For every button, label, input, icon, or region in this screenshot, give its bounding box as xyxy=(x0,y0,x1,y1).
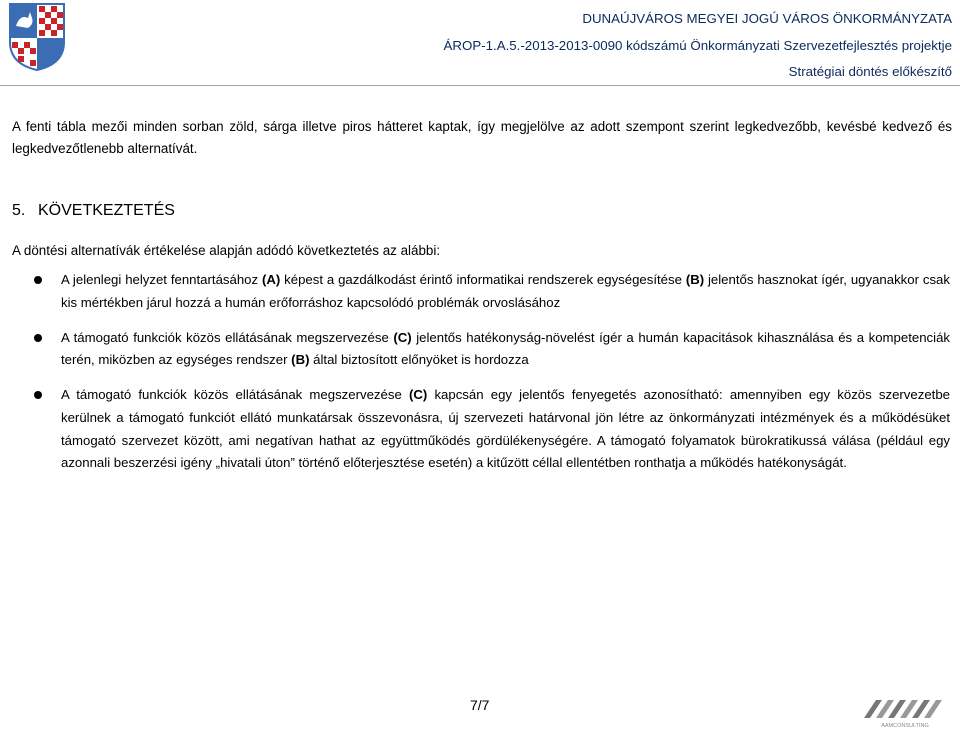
header-organization: DUNAÚJVÁROS MEGYEI JOGÚ VÁROS ÖNKORMÁNYZATA xyxy=(582,11,952,26)
header-document-title: Stratégiai döntés előkészítő xyxy=(788,64,952,79)
conclusion-list xyxy=(0,269,950,487)
list-item-text: képest a gazdálkodást érintő informatikai rendszerek egységesítése xyxy=(280,272,686,287)
list-item-text: A jelenlegi helyzet fenntartásához xyxy=(61,272,262,287)
list-item-text: által biztosított előnyöket is hordozza xyxy=(309,352,529,368)
alternative-label: (B) xyxy=(685,272,705,287)
bullet-dot-icon xyxy=(34,334,42,342)
list-item-text: A támogató funkciók közös ellátásának megszervezése xyxy=(61,329,394,345)
bullet-dot-icon xyxy=(34,391,42,399)
alternative-label: (B) xyxy=(291,352,310,368)
lead-sentence: A döntési alternatívák értékelése alapján adódó következtetés az alábbi: xyxy=(12,243,441,258)
alternative-label: (C) xyxy=(408,387,428,403)
list-item-text: jelentős hasznokat ígér, ugyanakkor csak kis mértékben járul hozzá a humán erőforráshoz kapcsolódó problémák orvoslásához xyxy=(61,272,950,310)
logo-text: AAMCONSULTING xyxy=(881,723,929,729)
section-heading xyxy=(12,202,175,220)
header-divider xyxy=(0,85,960,86)
bullet-dot-icon xyxy=(34,276,42,284)
page-header xyxy=(0,0,960,86)
list-item-text: jelentős hatékonyság-növelést ígér a humán kapacitások kihasználása és a kompetenciák terén, miközben az egységes rendszer xyxy=(61,329,950,368)
aam-consulting-logo xyxy=(862,694,948,730)
header-text xyxy=(444,6,952,86)
list-item xyxy=(0,327,950,372)
list-item-text: A támogató funkciók közös ellátásának megszervezése xyxy=(61,387,409,403)
section-title: KÖVETKEZTETÉS xyxy=(38,202,175,219)
page-number: 7/7 xyxy=(470,697,490,713)
intro-paragraph: A fenti tábla mezői minden sorban zöld, sárga illetve piros hátteret kaptak, így megjelölve az adott szempont szerint legkedvezőbb, kevésbé kedvező és legkedvezőtlenebb alternatívát. xyxy=(12,119,952,157)
section-number: 5. xyxy=(12,202,26,219)
coat-of-arms-icon xyxy=(8,2,66,72)
list-item-text: kapcsán egy jelentős fenyegetés azonosítható: amennyiben egy közös szervezetbe kerülnek a támogató funkciót ellátó munkatársak összevonásra, új szervezeti határvonal jön létre az önkormányzati intézmények és a működésüket támogató szervezet között, ami negatívan hathat az együttműködés gördülékenységére. A támogató folyamatok bürokratikussá válása (például egy azonnali beszerzési igény „hivatali úton” történő előterjesztése esetén) a kitűzött céllal ellentétben ronthatja a működés hatékonyságát. xyxy=(61,387,950,471)
alternative-label: (C) xyxy=(393,329,412,345)
list-item xyxy=(0,269,950,314)
alternative-label: (A) xyxy=(261,272,281,287)
list-item xyxy=(0,384,950,474)
header-project: ÁROP-1.A.5.-2013-2013-0090 kódszámú Önkormányzati Szervezetfejlesztés projektje xyxy=(443,37,952,53)
